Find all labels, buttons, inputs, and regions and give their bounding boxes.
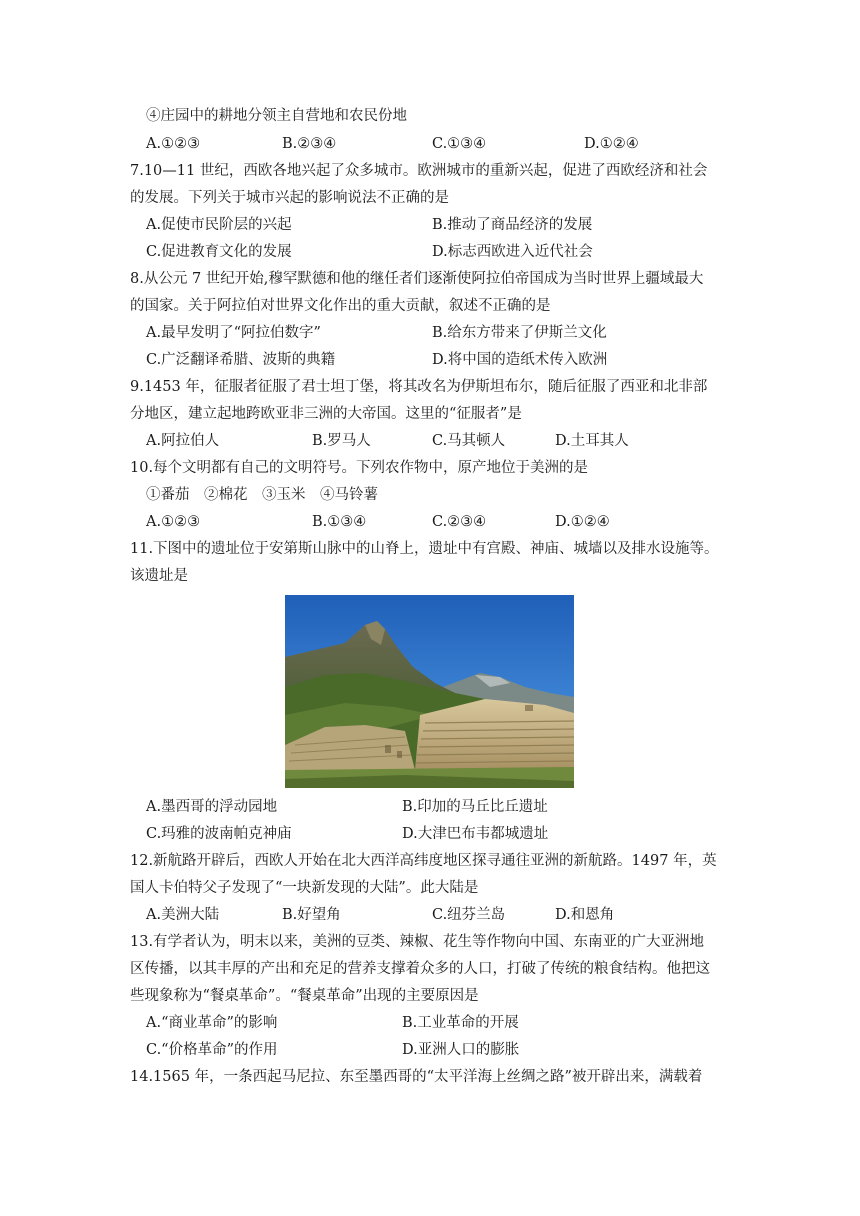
q8-option-c: C.广泛翻译希腊、波斯的典籍 (146, 352, 336, 368)
q10-stem-line1: 10.每个文明都有自己的文明符号。下列农作物中，原产地位于美洲的是 (130, 460, 589, 476)
q7-option-b: B.推动了商品经济的发展 (432, 217, 593, 233)
q11-stem-line1: 11.下图中的遗址位于安第斯山脉中的山脊上，遗址中有宫殿、神庙、城墙以及排水设施等。 (130, 541, 719, 557)
q13-option-c: C.“价格革命”的作用 (146, 1042, 278, 1058)
q6-option-a: A.①②③ (146, 136, 201, 152)
q9-option-b: B.罗马人 (312, 433, 371, 449)
q7-option-a: A.促使市民阶层的兴起 (146, 217, 292, 233)
q6-option-b: B.②③④ (282, 136, 337, 152)
q9-option-a: A.阿拉伯人 (146, 433, 220, 449)
q12-option-d: D.和恩角 (555, 907, 615, 923)
q11-option-c: C.玛雅的波南帕克神庙 (146, 826, 292, 842)
q8-option-b: B.给东方带来了伊斯兰文化 (432, 325, 607, 341)
q10-option-b: B.①③④ (312, 514, 367, 530)
q10-option-d: D.①②④ (555, 514, 610, 530)
q12-stem-line2: 国人卡伯特父子发现了“一块新发现的大陆”。此大陆是 (130, 880, 479, 896)
machu-picchu-photo (285, 595, 574, 788)
q8-stem-line2: 的国家。关于阿拉伯对世界文化作出的重大贡献，叙述不正确的是 (130, 298, 551, 314)
q6-option-d: D.①②④ (584, 136, 639, 152)
q7-stem-line1: 7.10—11 世纪，西欧各地兴起了众多城市。欧洲城市的重新兴起，促进了西欧经济和社会 (130, 163, 708, 179)
q7-stem-line2: 的发展。下列关于城市兴起的影响说法不正确的是 (130, 190, 449, 206)
q13-stem-line1: 13.有学者认为，明末以来，美洲的豆类、辣椒、花生等作物向中国、东南亚的广大亚洲地 (130, 934, 705, 950)
q11-option-a: A.墨西哥的浮动园地 (146, 799, 278, 815)
q11-option-d: D.大津巴布韦都城遗址 (402, 826, 549, 842)
q12-option-c: C.纽芬兰岛 (432, 907, 506, 923)
q9-option-c: C.马其顿人 (432, 433, 506, 449)
q11-option-b: B.印加的马丘比丘遗址 (402, 799, 548, 815)
q13-option-a: A.“商业革命”的影响 (146, 1015, 278, 1031)
q10-option-c: C.②③④ (432, 514, 487, 530)
q14-stem-line1: 14.1565 年，一条西起马尼拉、东至墨西哥的“太平洋海上丝绸之路”被开辟出来，满载着 (130, 1069, 703, 1085)
q10-option-a: A.①②③ (146, 514, 201, 530)
q8-option-a: A.最早发明了“阿拉伯数字” (146, 325, 321, 341)
q9-stem-line1: 9.1453 年，征服者征服了君士坦丁堡，将其改名为伊斯坦布尔，随后征服了西亚和北非部 (130, 379, 708, 395)
q9-option-d: D.土耳其人 (555, 433, 629, 449)
q13-stem-line3: 些现象称为“餐桌革命”。“餐桌革命”出现的主要原因是 (130, 988, 479, 1004)
q10-items: ①番茄 ②棉花 ③玉米 ④马铃薯 (146, 487, 378, 503)
q11-stem-line2: 该遗址是 (130, 568, 188, 584)
q8-stem-line1: 8.从公元 7 世纪开始,穆罕默德和他的继任者们逐渐使阿拉伯帝国成为当时世界上疆域最大 (130, 271, 704, 287)
q13-option-d: D.亚洲人口的膨胀 (402, 1042, 520, 1058)
q12-stem-line1: 12.新航路开辟后，西欧人开始在北大西洋高纬度地区探寻通往亚洲的新航路。1497 年，英 (130, 853, 717, 869)
q6-item4: ④庄园中的耕地分领主自营地和农民份地 (146, 108, 407, 124)
q12-option-a: A.美洲大陆 (146, 907, 220, 923)
q7-option-d: D.标志西欧进入近代社会 (432, 244, 593, 260)
q8-option-d: D.将中国的造纸术传入欧洲 (432, 352, 608, 368)
q6-option-c: C.①③④ (432, 136, 487, 152)
q9-stem-line2: 分地区，建立起地跨欧亚非三洲的大帝国。这里的“征服者”是 (130, 406, 522, 422)
q13-stem-line2: 区传播，以其丰厚的产出和充足的营养支撑着众多的人口，打破了传统的粮食结构。他把这 (130, 961, 710, 977)
q7-option-c: C.促进教育文化的发展 (146, 244, 292, 260)
q13-option-b: B.工业革命的开展 (402, 1015, 519, 1031)
q12-option-b: B.好望角 (282, 907, 341, 923)
